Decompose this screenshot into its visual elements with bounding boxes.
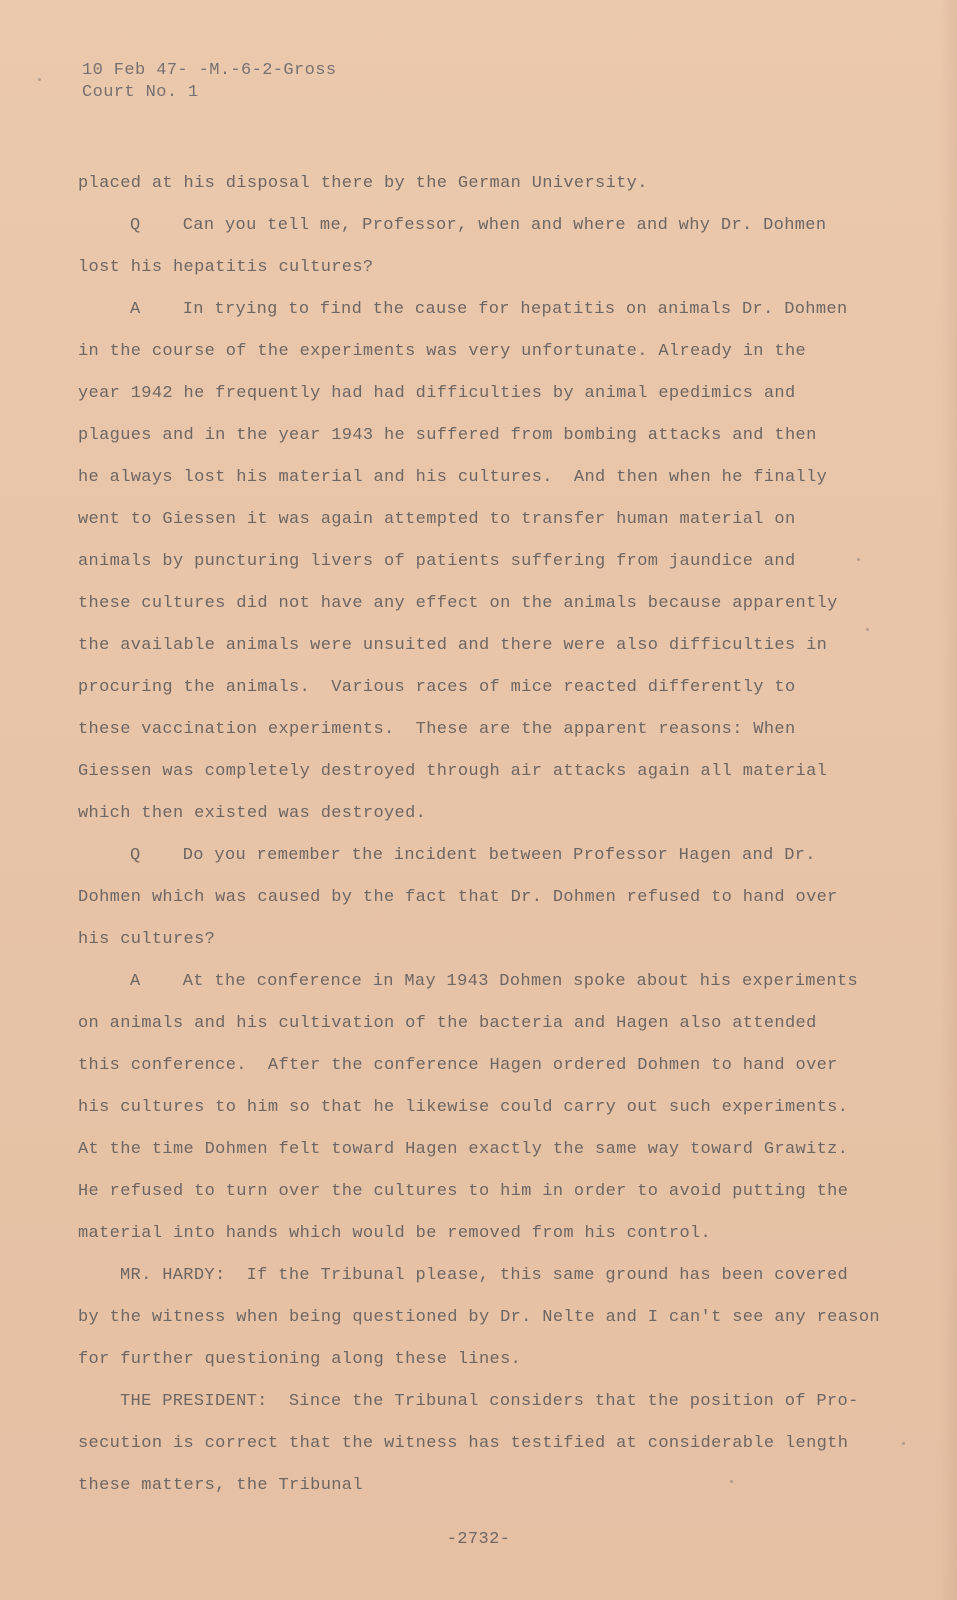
transcript-line: A At the conference in May 1943 Dohmen spoke about his experiments bbox=[130, 972, 859, 991]
transcript-line: Dohmen which was caused by the fact that Dr. Dohmen refused to hand over bbox=[78, 888, 838, 907]
transcript-line: for further questioning along these lines. bbox=[78, 1350, 522, 1369]
transcript-line: on animals and his cultivation of the bacteria and Hagen also attended bbox=[78, 1014, 817, 1033]
transcript-line: these matters, the Tribunal bbox=[78, 1476, 363, 1495]
transcript-line: this conference. After the conference Hagen ordered Dohmen to hand over bbox=[78, 1056, 838, 1075]
transcript-line: these vaccination experiments. These are the apparent reasons: When bbox=[78, 720, 796, 739]
transcript-line: he always lost his material and his cultures. And then when he finally bbox=[78, 468, 828, 487]
transcript-body bbox=[78, 163, 878, 1507]
header-court-line: Court No. 1 bbox=[82, 83, 199, 102]
transcript-line: MR. HARDY: If the Tribunal please, this same ground has been covered bbox=[120, 1266, 849, 1285]
paper-speck bbox=[730, 1480, 733, 1483]
transcript-line: which then existed was destroyed. bbox=[78, 804, 427, 823]
transcript-line: these cultures did not have any effect on the animals because apparently bbox=[78, 594, 838, 613]
paper-speck bbox=[857, 558, 860, 561]
transcript-line: procuring the animals. Various races of mice reacted differently to bbox=[78, 678, 796, 697]
header-case-line: 10 Feb 47- -M.-6-2-Gross bbox=[82, 61, 337, 80]
transcript-line: plagues and in the year 1943 he suffered from bombing attacks and then bbox=[78, 426, 817, 445]
transcript-line: placed at his disposal there by the German University. bbox=[78, 174, 648, 193]
transcript-line: A In trying to find the cause for hepatitis on animals Dr. Dohmen bbox=[130, 300, 848, 319]
transcript-line: in the course of the experiments was very unfortunate. Already in the bbox=[78, 342, 807, 361]
transcript-line: Giessen was completely destroyed through air attacks again all material bbox=[78, 762, 828, 781]
transcript-line: THE PRESIDENT: Since the Tribunal considers that the position of Pro- bbox=[120, 1392, 859, 1411]
page-number: -2732- bbox=[446, 1530, 511, 1549]
transcript-line: year 1942 he frequently had had difficulties by animal epedimics and bbox=[78, 384, 796, 403]
paper-speck bbox=[38, 78, 41, 81]
transcript-line: went to Giessen it was again attempted to transfer human material on bbox=[78, 510, 796, 529]
paper-speck bbox=[866, 628, 869, 631]
transcript-line: Q Do you remember the incident between Professor Hagen and Dr. bbox=[130, 846, 816, 865]
transcript-line: animals by puncturing livers of patients suffering from jaundice and bbox=[78, 552, 796, 571]
transcript-line: At the time Dohmen felt toward Hagen exactly the same way toward Grawitz. bbox=[78, 1140, 849, 1159]
transcript-line: by the witness when being questioned by Dr. Nelte and I can't see any reason bbox=[78, 1308, 880, 1327]
transcript-line: the available animals were unsuited and there were also difficulties in bbox=[78, 636, 828, 655]
transcript-line: secution is correct that the witness has testified at considerable length bbox=[78, 1434, 849, 1453]
paper-edge-shadow bbox=[939, 0, 957, 1600]
transcript-line: his cultures to him so that he likewise could carry out such experiments. bbox=[78, 1098, 849, 1117]
transcript-line: lost his hepatitis cultures? bbox=[78, 258, 374, 277]
transcript-line: Q Can you tell me, Professor, when and where and why Dr. Dohmen bbox=[130, 216, 827, 235]
transcript-line: material into hands which would be removed from his control. bbox=[78, 1224, 712, 1243]
paper-speck bbox=[902, 1442, 905, 1445]
transcript-line: his cultures? bbox=[78, 930, 216, 949]
transcript-line: He refused to turn over the cultures to him in order to avoid putting the bbox=[78, 1182, 849, 1201]
document-header bbox=[82, 60, 336, 104]
